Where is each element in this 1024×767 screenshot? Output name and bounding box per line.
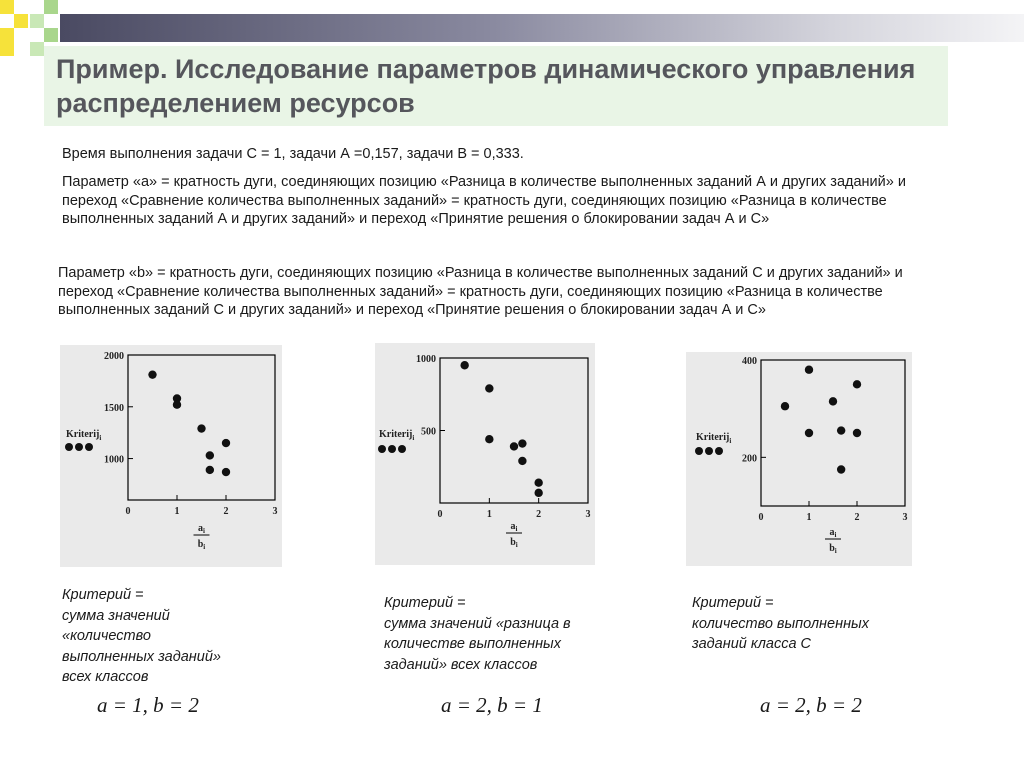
chart-panel-2 [375,343,595,565]
x-tick-label: 3 [902,512,908,523]
plot-frame [440,358,588,503]
x-axis-label-numerator: $a_i$ [829,527,837,539]
legend-marker [388,445,396,453]
y-axis-label: Kriterij$_i$ [66,429,102,442]
data-point [206,451,214,459]
corner-square-yellow [0,42,14,56]
chart-panel-1 [60,345,282,567]
x-axis-label-numerator-subscript: i [515,525,518,533]
x-axis-label-denominator-subscript: i [515,541,518,549]
formula-chart-1: a = 1, b = 2 [97,693,199,717]
paragraph-execution-times: Время выполнения задачи С = 1, задачи А =0,157, задачи В = 0,333. [62,146,524,162]
x-axis-label-denominator: $b_i$ [829,543,837,555]
x-axis-label-denominator-subscript: i [203,543,206,551]
data-point [518,439,526,447]
data-point [534,489,542,497]
legend-marker [715,447,723,455]
slide-title: Пример. Исследование параметров динамического управления распределением ресурсов [56,54,916,118]
data-point [837,426,845,434]
caption-chart-2: Критерий = сумма значений «разница в количестве выполненных заданий» всех классов [384,595,571,673]
plot-frame [761,360,905,506]
y-tick-label: 400 [742,356,757,367]
formula-chart-3: a = 2, b = 2 [760,693,862,717]
y-axis-label-subscript: i [729,437,732,445]
y-tick-label: 500 [421,426,436,438]
x-axis-label-denominator: $b_i$ [510,537,518,549]
data-point [222,468,230,476]
caption-chart-1: Критерий = сумма значений «количество выполненных заданий» всех классов [62,587,221,685]
paragraph-parameter-b: Параметр «b» = кратность дуги, соединяющих позицию «Разница в количестве выполненных заданий С и других заданий» и переход «Сравнение количества выполненных заданий» = кратность дуги, соединяющих позицию «Разница в количестве выполненных заданий С и других заданий» и переход «Принятие решения о блокировании задач А и С» [58,265,903,318]
header-gradient-bar [60,14,1024,42]
data-point [805,366,813,374]
chart-2 [375,343,595,565]
y-tick-label: 1000 [416,354,436,365]
x-tick-label: 0 [125,506,131,517]
chart-panel-3 [686,352,912,566]
data-point [173,401,181,409]
corner-square-yellow [0,28,14,42]
legend-marker [398,445,406,453]
corner-square-yellow [0,0,14,14]
caption-chart-3: Критерий = количество выполненных заданий класса С [692,595,869,652]
corner-square-green [30,14,44,28]
legend-marker [705,447,713,455]
data-point [805,429,813,437]
y-axis-label-subscript: i [412,434,415,442]
x-tick-label: 2 [854,512,860,523]
legend-marker [695,447,703,455]
data-point [206,466,214,474]
x-axis-label-denominator-subscript: i [834,547,837,555]
chart-1 [60,345,282,567]
x-axis-label-denominator: $b_i$ [197,539,206,551]
corner-square-green [44,0,58,14]
x-tick-label: 3 [272,506,278,517]
y-axis-label: Kriterij$_i$ [379,429,415,442]
x-axis-label-numerator: $a_i$ [198,523,205,535]
x-tick-label: 0 [758,512,764,523]
y-axis-label-subscript: i [99,434,102,442]
legend-marker [378,445,386,453]
x-axis-label-numerator: $a_i$ [510,521,518,533]
x-tick-label: 1 [806,512,812,523]
x-tick-label: 1 [486,509,492,520]
y-axis-label: Kriterij$_i$ [696,432,732,445]
data-point [829,397,837,405]
y-tick-label: 1500 [104,402,124,414]
data-point [853,429,861,437]
chart-3 [686,352,912,566]
x-tick-label: 0 [437,509,443,520]
data-point [853,380,861,388]
paragraph-parameter-a: Параметр «а» = кратность дуги, соединяющих позицию «Разница в количестве выполненных заданий А и других заданий» и переход «Сравнение количества выполненных заданий» = кратность дуги, соединяющих позицию «Разница в количестве выполненных заданий А и других заданий» и переход «Принятие решения о блокировании задач А и С» [62,174,906,227]
x-axis-label-numerator-subscript: i [834,531,837,539]
x-tick-label: 1 [174,506,180,517]
formula-chart-2: a = 2, b = 1 [441,693,543,717]
y-tick-label: 1000 [104,454,124,466]
x-axis-label-numerator-subscript: i [203,527,205,535]
data-point [148,370,156,378]
y-tick-label: 2000 [104,351,124,362]
data-point [460,361,468,369]
x-tick-label: 2 [536,509,542,520]
y-tick-label: 200 [742,453,757,465]
x-tick-label: 2 [223,506,229,517]
data-point [510,442,518,450]
legend-marker [85,443,93,451]
data-point [485,435,493,443]
corner-square-green [30,42,44,56]
data-point [485,384,493,392]
corner-square-yellow [14,14,28,28]
legend-marker [65,443,73,451]
data-point [197,424,205,432]
data-point [837,465,845,473]
legend-marker [75,443,83,451]
data-point [534,479,542,487]
x-tick-label: 3 [585,509,591,520]
corner-square-green [44,28,58,42]
data-point [222,439,230,447]
data-point [518,457,526,465]
data-point [781,402,789,410]
